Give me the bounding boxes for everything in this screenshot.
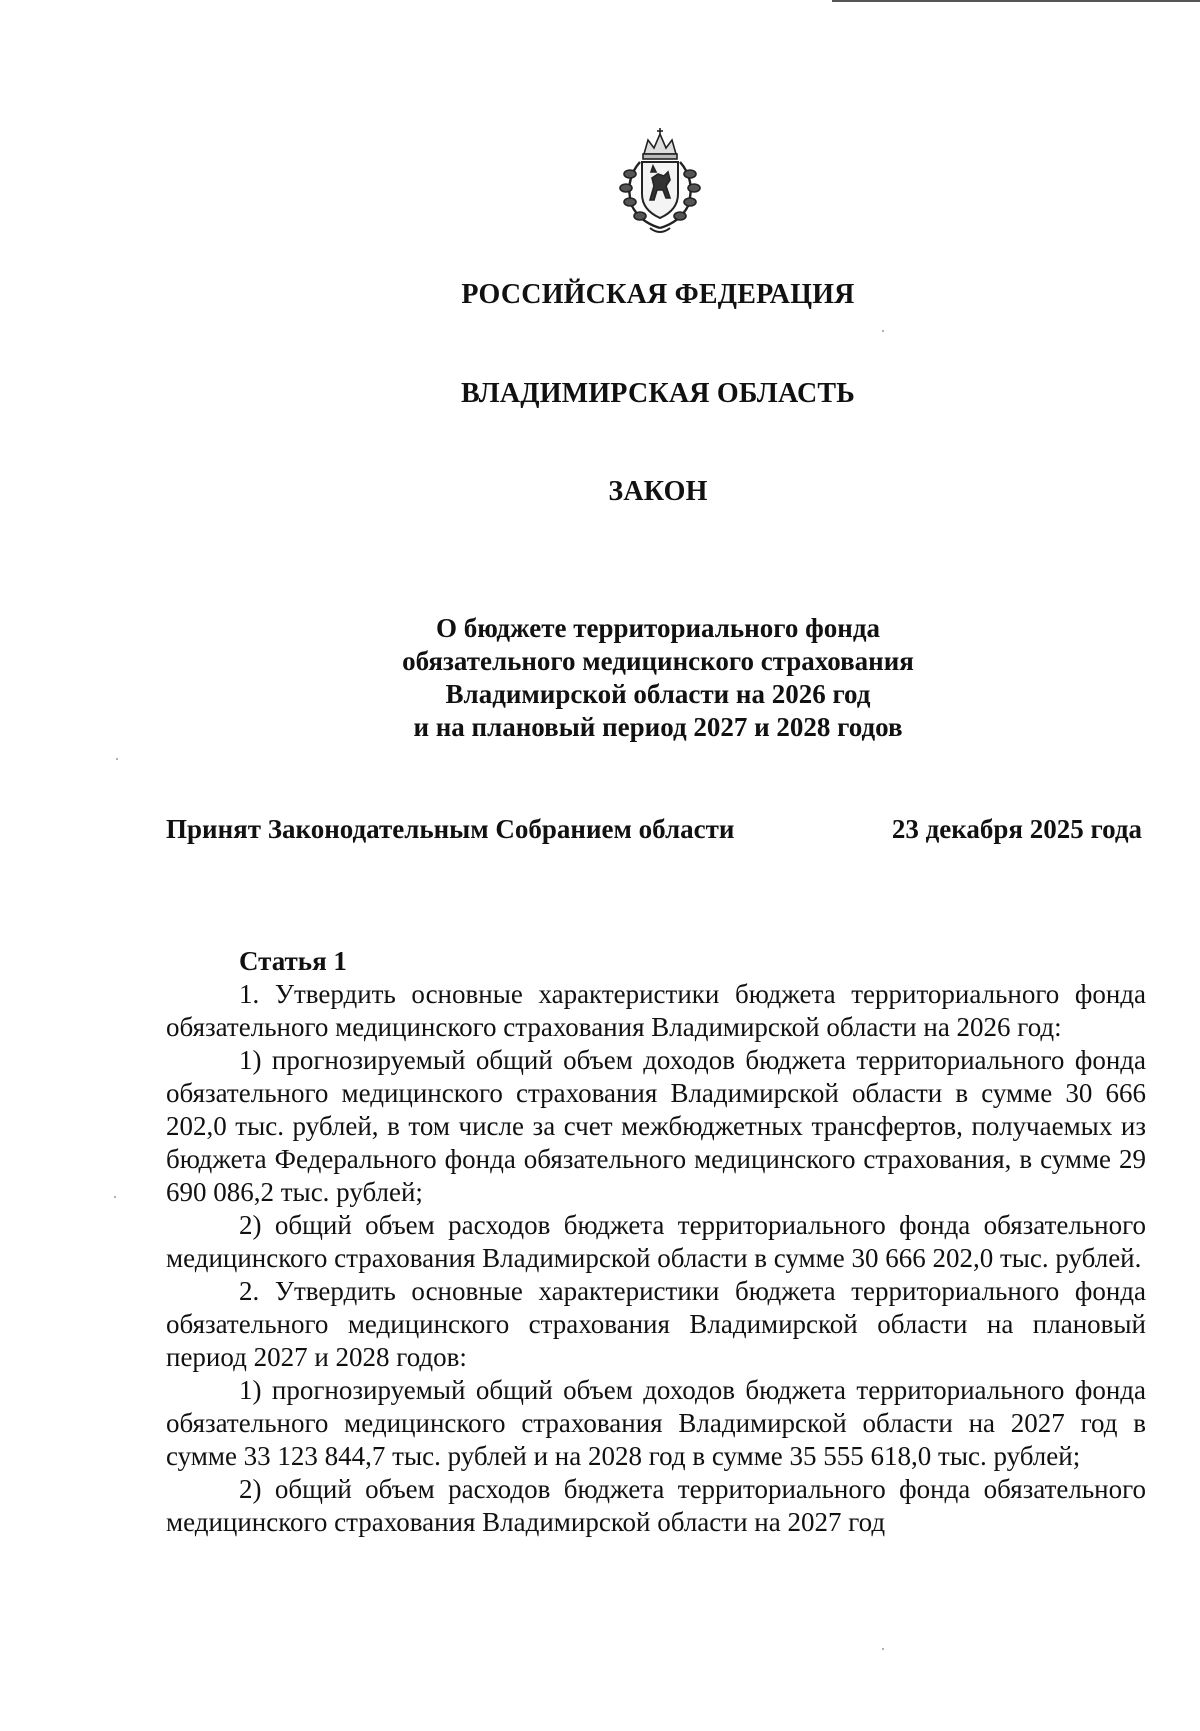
document-type-heading: ЗАКОН (608, 476, 708, 507)
law-title-line: и на плановый период 2027 и 2028 годов (413, 712, 903, 742)
scan-artifact (114, 1196, 116, 1198)
coat-of-arms-icon (610, 128, 710, 236)
paragraph: 1) прогнозируемый общий объем доходов бюджета территориального фонда обязательного медицинского страхования Владимирской области на 2027 год в сумме 33 123 844,7 тыс. рублей и на 2028 год в сумме 35 555 618,0 тыс. рублей; (166, 1375, 1146, 1471)
document-body (166, 945, 1146, 1539)
top-edge-line (832, 0, 1200, 2)
paragraph: 1) прогнозируемый общий объем доходов бюджета территориального фонда обязательного медицинского страхования Владимирской области в сумме 30 666 202,0 тыс. рублей, в том числе за счет межбюджетных трансфертов, получаемых из бюджета Федерального фонда обязательного медицинского страхования, в сумме 29 690 086,2 тыс. рублей; (166, 1045, 1146, 1207)
scan-artifact (116, 758, 118, 760)
paragraph: 1. Утвердить основные характеристики бюджета территориального фонда обязательного медицинского страхования Владимирской области на 2026 год: (166, 979, 1146, 1042)
scan-artifact (882, 330, 884, 332)
law-title-line: О бюджете территориального фонда (436, 613, 880, 643)
adopted-by-text: Принят Законодательным Собранием области (166, 814, 735, 844)
paragraph: 2) общий объем расходов бюджета территориального фонда обязательного медицинского страхования Владимирской области на 2027 год (166, 1474, 1146, 1537)
law-title (0, 612, 1200, 744)
law-title-line: Владимирской области на 2026 год (445, 679, 871, 709)
article-heading: Статья 1 (239, 946, 347, 976)
adoption-date: 23 декабря 2025 года (891, 814, 1142, 844)
paragraph: 2. Утвердить основные характеристики бюджета территориального фонда обязательного медицинского страхования Владимирской области на плановый период 2027 и 2028 годов: (166, 1276, 1146, 1372)
country-heading: РОССИЙСКАЯ ФЕДЕРАЦИЯ (461, 279, 855, 310)
law-title-line: обязательного медицинского страхования (402, 646, 914, 676)
region-heading: ВЛАДИМИРСКАЯ ОБЛАСТЬ (460, 378, 856, 409)
scan-artifact (882, 1648, 884, 1650)
paragraph: 2) общий объем расходов бюджета территориального фонда обязательного медицинского страхования Владимирской области в сумме 30 666 202,0 тыс. рублей. (166, 1210, 1146, 1273)
